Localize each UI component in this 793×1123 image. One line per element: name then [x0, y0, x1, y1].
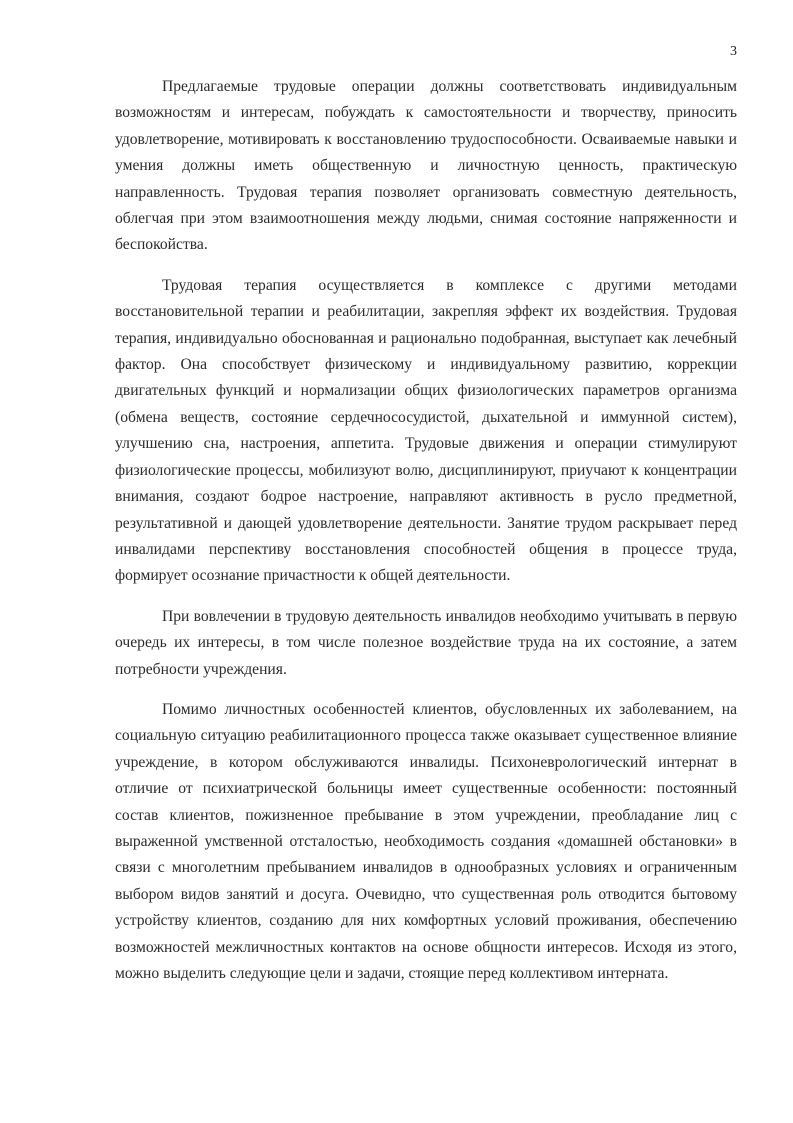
paragraph-1: Предлагаемые трудовые операции должны соответствовать индивидуальным возможностям и интересам, побуждать к самостоятельности и творчеству, приносить удовлетворение, мотивировать к восстановлению трудоспособности. Осваиваемые навыки и умения должны иметь общественную и личностную ценность, практическую направленность. Трудовая терапия позволяет организовать совместную деятельность, облегчая при этом взаимоотношения между людьми, снимая состояние напряженности и беспокойства. — [115, 78, 737, 254]
body-text — [115, 74, 737, 987]
paragraph-4: Помимо личностных особенностей клиентов, обусловленных их заболеванием, на социальную ситуацию реабилитационного процесса также оказывает существенное влияние учреждение, в котором обслуживаются инвалиды. Психоневрологический интернат в отличие от психиатрической больницы имеет существенные особенности: постоянный состав клиентов, пожизненное пребывание в этом учреждении, преобладание лиц с выраженной умственной отсталостью, необходимость создания «домашней обстановки» в связи с многолетним пребыванием инвалидов в однообразных условиях и ограниченным выбором видов занятий и досуга. Очевидно, что существенная роль отводится бытовому устройству клиентов, созданию для них комфортных условий проживания, обеспечению возможностей межличностных контактов на основе общности интересов. Исходя из этого, можно выделить следующие цели и задачи, стоящие перед коллективом интерната. — [115, 700, 737, 982]
paragraph-2: Трудовая терапия осуществляется в комплексе с другими методами восстановительной терапии и реабилитации, закрепляя эффект их воздействия. Трудовая терапия, индивидуально обоснованная и рационально подобранная, выступает как лечебный фактор. Она способствует физическому и индивидуальному развитию, коррекции двигательных функций и нормализации общих физиологических параметров организма (обмена веществ, состояние сердечнососудистой, дыхательной и иммунной систем), улучшению сна, настроения, аппетита. Трудовые движения и операции стимулируют физиологические процессы, мобилизуют волю, дисциплинируют, приучают к концентрации внимания, создают бодрое настроение, направляют активность в русло предметной, результативной и дающей удовлетворение деятельности. Занятие трудом раскрывает перед инвалидами перспективу восстановления способностей общения в процессе труда, формирует осознание причастности к общей деятельности. — [115, 276, 737, 585]
page-number: 3 — [730, 44, 737, 59]
paragraph-3: При вовлечении в трудовую деятельность инвалидов необходимо учитывать в первую очередь их интересы, в том числе полезное воздействие труда на их состояние, а затем потребности учреждения. — [115, 607, 737, 678]
